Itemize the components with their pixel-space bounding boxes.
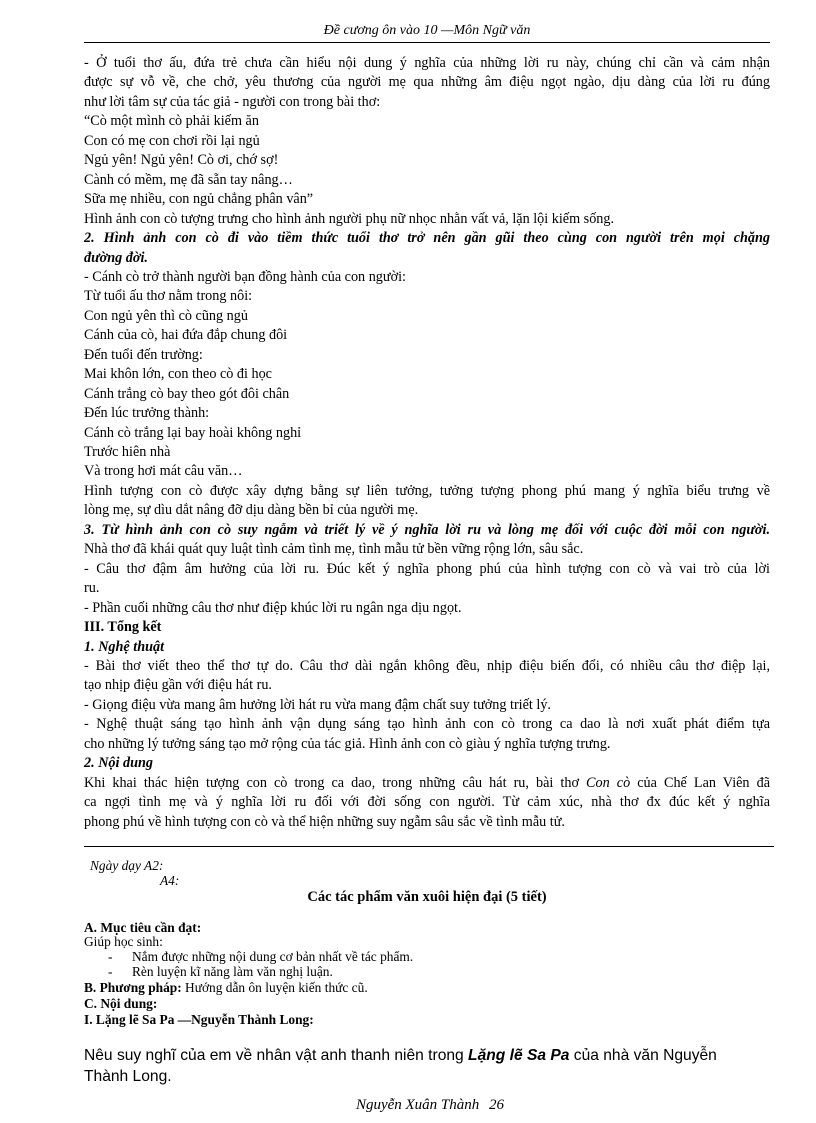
- body-line: Từ tuổi ấu thơ nằm trong nôi:: [84, 288, 253, 305]
- body-line: Mai khôn lớn, con theo cò đi học: [84, 366, 272, 383]
- bullet-1: [108, 949, 413, 964]
- section-b-heading: B. Phương pháp:: [84, 980, 182, 995]
- body-line: đường đời.: [84, 249, 148, 266]
- body-line: Ngủ yên! Ngủ yên! Cò ơi, chớ sợ!: [84, 152, 279, 169]
- body-line: phong phú về hình tượng con cò và thể hiện những suy ngẫm sâu sắc về tình mẫu tử.: [84, 813, 565, 830]
- bullet-2: [108, 964, 333, 979]
- question-work-title: Lặng lẽ Sa Pa: [468, 1047, 570, 1064]
- body-line: 3. Từ hình ảnh con cò suy ngẫm và triết lý về ý nghĩa lời ru và lòng mẹ đối với cuộc đời mỗi con người.: [84, 521, 770, 538]
- body-line: - Câu thơ đậm âm hưởng của lời ru. Đúc kết ý nghĩa phong phú của hình tượng con cò và vai trò của lời: [84, 560, 770, 577]
- work-title: Con cò: [586, 774, 631, 791]
- body-line: Nhà thơ đã khái quát quy luật tình cảm tình mẹ, tình mẫu tử bền vững rộng lớn, sâu sắc.: [84, 541, 584, 558]
- body-line: Đến lúc trưởng thành:: [84, 405, 210, 422]
- body-line: - Phần cuối những câu thơ như điệp khúc lời ru ngân nga dịu ngọt.: [84, 599, 462, 616]
- section-a-heading: A. Mục tiêu cần đạt:: [84, 920, 202, 935]
- body-line: III. Tổng kết: [84, 619, 162, 636]
- question-text-end: của nhà văn Nguyễn: [569, 1047, 717, 1064]
- body-line: “Cò một mình cò phải kiếm ăn: [84, 113, 259, 130]
- page-header: Đề cương ôn vào 10 —Môn Ngữ văn: [84, 22, 770, 43]
- page-number: 26: [489, 1097, 505, 1113]
- teaching-date-a2: Ngày dạy A2:: [90, 858, 164, 873]
- body-line: Khi khai thác hiện tượng con cò trong ca dao, trong những câu hát ru, bài thơ Con cò của Chế Lan Viên đã: [84, 774, 770, 791]
- body-line: - Bài thơ viết theo thể thơ tự do. Câu thơ dài ngắn không đều, nhịp điệu biến đổi, có nhiều câu thơ điệp lại,: [84, 657, 770, 674]
- body-line: Và trong hơi mát câu văn…: [84, 463, 243, 480]
- body-line: Con có mẹ con chơi rồi lại ngủ: [84, 132, 260, 149]
- body-line: Đến tuổi đến trường:: [84, 346, 203, 363]
- body-line: - Ở tuổi thơ ấu, đứa trẻ chưa cần hiểu nội dung ý nghĩa của những lời ru này, chúng chỉ cần và cảm nhận: [84, 55, 770, 71]
- section-b: [84, 980, 368, 995]
- body-line: - Nghệ thuật sáng tạo hình ảnh vận dụng sáng tạo hình ảnh con cò trong ca dao là nơi xuất phát điểm tựa: [84, 716, 770, 733]
- body-line: cho những lý tưởng sáng tạo mở rộng của tác giả. Hình ảnh con cò giàu ý nghĩa tượng trưng.: [84, 735, 611, 752]
- body-line: 2. Nội dung: [84, 755, 153, 772]
- body-line: ca ngợi tình mẹ và ý nghĩa lời ru đối với đời sống con người. Từ cảm xúc, nhà thơ đx đúc kết ý nghĩa: [84, 794, 770, 811]
- section-divider: [84, 846, 774, 847]
- question-line-1: [84, 1045, 717, 1066]
- body-line: lòng mẹ, sự dìu dắt nâng đỡ dịu dàng bền bỉ của người mẹ.: [84, 502, 419, 519]
- body-line: Trước hiên nhà: [84, 444, 171, 460]
- body-line: Hình tượng con cò được xây dựng bằng sự liên tưởng, tưởng tượng phong phú mang ý nghĩa biểu trưng về: [84, 482, 770, 499]
- body-line: - Giọng điệu vừa mang âm hưởng lời hát ru vừa mang đậm chất suy tưởng triết lý.: [84, 696, 551, 713]
- body-line: Sữa mẹ nhiều, con ngủ chẳng phân vân”: [84, 191, 314, 208]
- bullet-dash: -: [108, 949, 113, 964]
- body-line: Cành có mềm, mẹ đã sẵn tay nâng…: [84, 171, 293, 188]
- bullet-dash: -: [108, 964, 113, 979]
- body-line: Cánh của cò, hai đứa đắp chung đôi: [84, 327, 288, 344]
- bullet-2-text: Rèn luyện kĩ năng làm văn nghị luận.: [132, 964, 333, 979]
- body-line: tạo nhịp điệu gần với điệu hát ru.: [84, 677, 272, 694]
- section-c-heading: C. Nội dung:: [84, 996, 158, 1011]
- body-line: được sự vỗ về, che chở, yêu thương của người mẹ qua những âm điệu ngọt ngào, dịu dàng của lời ru đúng: [84, 74, 770, 91]
- body-line: Hình ảnh con cò tượng trưng cho hình ảnh người phụ nữ nhọc nhằn vất vả, lặn lội kiếm sống.: [84, 210, 615, 227]
- footer-author: [340, 1097, 520, 1114]
- author-name: Nguyễn Xuân Thành: [355, 1097, 480, 1113]
- question-line-2: Thành Long.: [84, 1068, 172, 1085]
- teaching-date-a4: A4:: [160, 873, 180, 888]
- body-line: 2. Hình ảnh con cò đi vào tiềm thức tuổi thơ trở nên gần gũi theo cùng con người trên mọi chặng: [84, 230, 770, 247]
- body-line: Con ngủ yên thì cò cũng ngủ: [84, 307, 248, 324]
- body-line: Cánh trắng cò bay theo gót đôi chân: [84, 385, 290, 402]
- body-line: - Cánh cò trở thành người bạn đồng hành của con người:: [84, 268, 406, 285]
- section-i-heading: I. Lặng lẽ Sa Pa —Nguyễn Thành Long:: [84, 1012, 314, 1027]
- body-line: 1. Nghệ thuật: [84, 638, 165, 655]
- section-a-intro: Giúp học sinh:: [84, 934, 163, 949]
- question-text: Nêu suy nghĩ của em về nhân vật anh thanh niên trong: [84, 1047, 469, 1064]
- section-b-text: Hướng dẫn ôn luyện kiến thức cũ.: [181, 980, 368, 995]
- lesson-title: Các tác phẩm văn xuôi hiện đại (5 tiết): [307, 889, 547, 905]
- bullet-1-text: Nắm được những nội dung cơ bản nhất về tác phẩm.: [132, 949, 414, 964]
- body-line: Cánh cò trắng lại bay hoài không nghỉ: [84, 424, 302, 441]
- body-line: ru.: [84, 580, 100, 597]
- body-line: như lời tâm sự của tác giả - người con trong bài thơ:: [84, 93, 381, 110]
